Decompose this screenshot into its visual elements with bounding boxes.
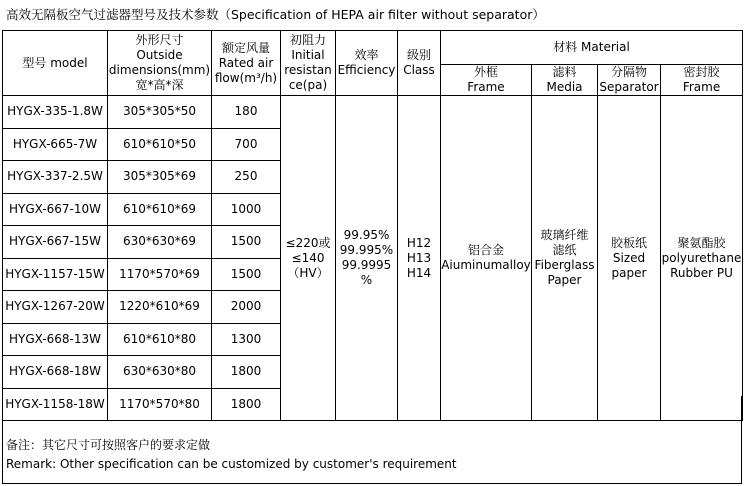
header-airflow-line: Rated air [218,55,274,70]
cell-model: HYGX-667-15W [3,226,108,259]
header-model: 型号 model [3,31,108,96]
header-dimensions-line: Outside [136,48,183,62]
efficiency-line: 99.95% [343,228,390,242]
table-title: 高效无隔板空气过滤器型号及技术参数（Specification of HEPA air filter without separator） [6,7,545,22]
remark-border-bottom [2,483,742,484]
header-media [532,65,598,96]
cell-model: HYGX-667-10W [3,193,108,226]
header-efficiency [336,31,398,96]
header-dimensions-line: 外形尺寸 [135,33,184,47]
cell-model: HYGX-668-18W [3,356,108,389]
remark-border-right [741,396,742,484]
header-frame [441,65,532,96]
cell-model: HYGX-1267-20W [3,291,108,324]
cell-model: HYGX-668-13W [3,323,108,356]
cell-airflow: 250 [212,161,281,194]
header-media-line: Media [546,80,583,94]
class-line: H13 [406,250,432,265]
header-media-line: 滤料 [552,65,577,79]
header-frame-line: 外框 [473,65,498,79]
cell-airflow: 1800 [212,388,281,421]
class-line: H12 [406,235,432,250]
cell-sealant-shared [661,96,743,421]
header-airflow-line: 额定风量 [221,40,270,55]
separator-line: Sized [612,250,646,265]
cell-separator-shared [598,96,661,421]
cell-model: HYGX-665-7W [3,128,108,161]
frame-line: 铝合金 [467,243,504,257]
cell-model: HYGX-337-2.5W [3,161,108,194]
class-line: H14 [406,265,432,280]
remark-border-left [2,396,3,484]
cell-dimensions: 610*610*69 [108,193,212,226]
header-resistance-line: resistan [284,63,332,77]
cell-dimensions: 630*630*69 [108,226,212,259]
header-resistance [281,31,336,96]
cell-airflow: 700 [212,128,281,161]
media-line: 滤纸 [552,243,577,257]
efficiency-line: 99.9995 [341,258,392,272]
header-resistance-line: ce(pa) [288,78,328,92]
resistance-line: ≤140 [291,250,325,265]
cell-dimensions: 610*610*50 [108,128,212,161]
remark-english: Remark: Other specification can be customized by customer's requirement [6,457,457,471]
cell-airflow: 1000 [212,193,281,226]
cell-media-shared [532,96,598,421]
remark-block [6,436,457,474]
header-separator-line: Separator [599,80,659,94]
header-separator [598,65,661,96]
cell-dimensions: 305*305*50 [108,96,212,129]
header-efficiency-line: 效率 [354,48,379,62]
header-class-line: 级别 [406,48,431,62]
header-sealant-line: Frame [682,80,721,94]
cell-dimensions: 305*305*69 [108,161,212,194]
header-separator-line: 分隔物 [610,65,647,79]
header-resistance-line: Initial [291,48,325,62]
separator-line: 胶板纸 [610,235,647,250]
header-sealant [661,65,743,96]
media-line: 玻璃纤维 [540,228,589,242]
cell-frame-shared [441,96,532,421]
cell-airflow: 2000 [212,291,281,324]
header-material: 材料 Material [441,31,743,65]
resistance-line: ≤220或 [285,235,331,250]
cell-model: HYGX-1158-18W [3,388,108,421]
separator-line: paper [611,265,647,280]
header-frame-line: Frame [467,80,505,94]
cell-resistance-shared [281,96,336,421]
cell-class-shared [398,96,441,421]
table-row [3,96,743,129]
sealant-line: polyurethane [661,250,742,265]
header-airflow [212,31,281,96]
cell-model: HYGX-335-1.8W [3,96,108,129]
frame-line: Aiuminumalloy [441,258,531,272]
header-efficiency-line: Efficiency [337,63,396,77]
cell-efficiency-shared [336,96,398,421]
cell-airflow: 180 [212,96,281,129]
media-line: Paper [547,273,582,287]
cell-airflow: 1800 [212,356,281,389]
header-class [398,31,441,96]
media-line: Fiberglass [534,258,595,272]
header-dimensions-line: 宽*高*深 [135,78,184,92]
cell-dimensions: 1220*610*69 [108,291,212,324]
cell-airflow: 1300 [212,323,281,356]
cell-airflow: 1500 [212,258,281,291]
header-dimensions-line: dimensions(mm) [108,63,211,77]
resistance-line: （HV） [287,265,329,280]
remark-chinese: 备注：其它尺寸可按照客户的要求定做 [6,438,211,452]
header-sealant-line: 密封胶 [683,65,720,79]
efficiency-line: % [360,273,373,287]
cell-dimensions: 1170*570*69 [108,258,212,291]
sealant-line: Rubber PU [670,265,733,280]
cell-dimensions: 1170*570*80 [108,388,212,421]
header-class-line: Class [403,63,435,77]
cell-model: HYGX-1157-15W [3,258,108,291]
spec-table [2,30,743,421]
cell-dimensions: 630*630*80 [108,356,212,389]
cell-dimensions: 610*610*80 [108,323,212,356]
header-airflow-line: flow(m³/h) [214,70,278,85]
header-resistance-line: 初阻力 [289,33,326,47]
header-dimensions [108,31,212,96]
sealant-line: 聚氨酯胶 [677,235,726,250]
efficiency-line: 99.995% [339,243,394,257]
cell-airflow: 1500 [212,226,281,259]
